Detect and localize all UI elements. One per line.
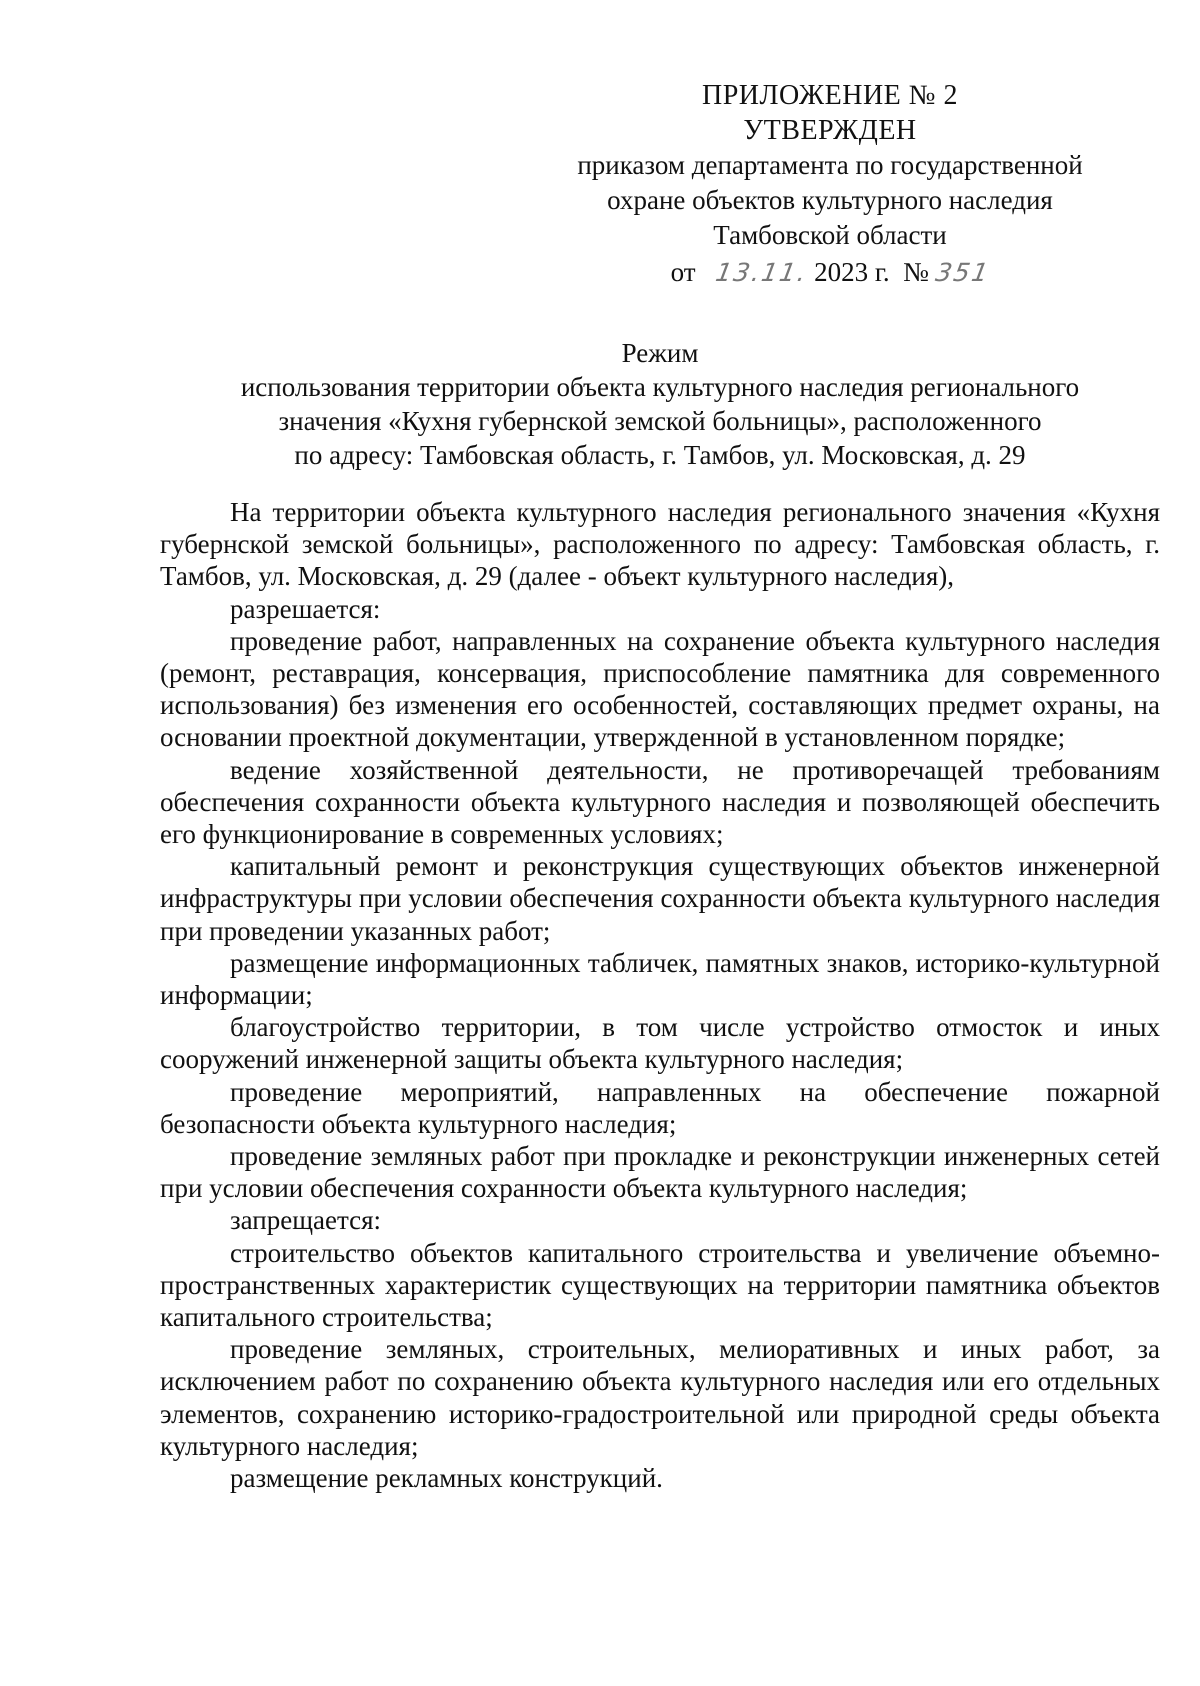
paragraph: размещение информационных табличек, памятных знаков, историко-культурной информации; xyxy=(160,947,1160,1011)
permitted-label: разрешается: xyxy=(230,593,381,624)
approval-line-2: охране объектов культурного наследия xyxy=(607,185,1053,215)
paragraph: ведение хозяйственной деятельности, не противоречащей требованиям обеспечения сохранности объекта культурного наследия и позволяющей обеспечить его функционирование в современных условиях; xyxy=(160,754,1160,850)
prohibited-label: запрещается: xyxy=(230,1205,382,1236)
paragraph: размещение рекламных конструкций. xyxy=(230,1463,663,1494)
title-line-1: Режим xyxy=(621,338,699,368)
title-line-2: использования территории объекта культурного наследия регионального xyxy=(240,372,1080,402)
title-line-4: по адресу: Тамбовская область, г. Тамбов, ул. Московская, д. 29 xyxy=(294,440,1026,470)
order-date-line xyxy=(540,255,1120,290)
paragraph: проведение земляных, строительных, мелиоративных и иных работ, за исключением работ по сохранению объекта культурного наследия или его отдельных элементов, сохранению историко-градостроительной или природной среды объекта культурного наследия; xyxy=(160,1334,1160,1461)
appendix-number: ПРИЛОЖЕНИЕ № 2 xyxy=(702,80,958,111)
paragraph: На территории объекта культурного наследия регионального значения «Кухня губернской земской больницы», расположенного по адресу: Тамбовская область, г. Тамбов, ул. Московская, д. 29 (далее - объект культурного наследия), xyxy=(160,497,1160,592)
document-title xyxy=(160,336,1160,472)
paragraph: проведение земляных работ при прокладке и реконструкции инженерных сетей при условии обеспечения сохранности объекта культурного наследия; xyxy=(160,1141,1160,1204)
number-label: № xyxy=(903,257,929,287)
from-label: от xyxy=(670,257,696,287)
order-year: 2023 г. xyxy=(814,257,890,287)
paragraph: проведение работ, направленных на сохранение объекта культурного наследия (ремонт, реставрация, консервация, приспособление памятника для современного использования) без изменения его особенностей, составляющих предмет охраны, на основании проектной документации, утвержденной в установленном порядке; xyxy=(160,625,1160,753)
approval-block xyxy=(540,78,1120,290)
approved-label: УТВЕРЖДЕН xyxy=(743,115,917,146)
paragraph: проведение мероприятий, направленных на обеспечение пожарной безопасности объекта культурного наследия; xyxy=(160,1076,1160,1139)
handwritten-date: 13.11. xyxy=(713,258,810,287)
paragraph: строительство объектов капитального строительства и увеличение объемно-пространственных характеристик существующих на территории памятника объектов капитального строительства; xyxy=(160,1237,1160,1333)
handwritten-number: 351 xyxy=(933,258,992,287)
approval-line-3: Тамбовской области xyxy=(713,220,947,250)
document-body xyxy=(160,496,1160,1494)
title-line-3: значения «Кухня губернской земской больницы», расположенного xyxy=(278,406,1042,436)
paragraph: благоустройство территории, в том числе устройство отмосток и иных сооружений инженерной защиты объекта культурного наследия; xyxy=(160,1012,1160,1075)
approval-line-1: приказом департамента по государственной xyxy=(577,150,1083,180)
paragraph: капитальный ремонт и реконструкция существующих объектов инженерной инфраструктуры при условии обеспечения сохранности объекта культурного наследия при проведении указанных работ; xyxy=(160,851,1160,946)
